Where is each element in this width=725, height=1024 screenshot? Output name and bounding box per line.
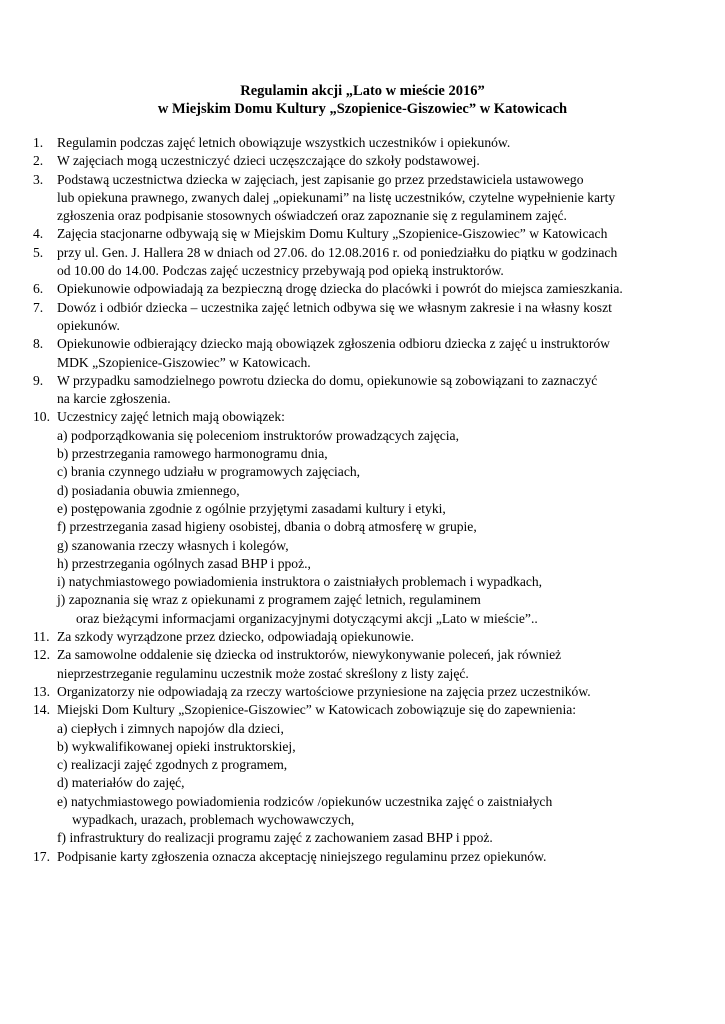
sub-item — [0, 555, 725, 573]
item-number: 14. — [33, 702, 50, 718]
list-item-continuation — [0, 189, 725, 207]
item-number: 12. — [33, 647, 50, 663]
list-item — [0, 646, 725, 664]
sub-item-text: c) realizacji zajęć zgodnych z programem, — [57, 757, 288, 773]
item-text: Podpisanie karty zgłoszenia oznacza akceptację niniejszego regulaminu przez opiekunów. — [57, 848, 547, 864]
item-text: Organizatorzy nie odpowiadają za rzeczy wartościowe przyniesione na zajęcia przez uczestników. — [57, 683, 591, 699]
list-item — [0, 134, 725, 152]
sub-item-text: e) postępowania zgodnie z ogólnie przyjętymi zasadami kultury i etyki, — [57, 500, 446, 516]
sub-item — [0, 573, 725, 591]
list-item-continuation — [0, 665, 725, 683]
item-number: 2. — [33, 153, 44, 169]
sub-item-text: f) przestrzegania zasad higieny osobistej, dbania o dobrą atmosferę w grupie, — [57, 519, 477, 535]
list-item — [0, 171, 725, 189]
rules-list — [0, 134, 725, 866]
list-item — [0, 372, 725, 390]
item-number: 7. — [33, 299, 44, 315]
item-number: 13. — [33, 683, 50, 699]
item-text: Podstawą uczestnictwa dziecka w zajęciach, jest zapisanie go przez przedstawiciela ustawowego — [57, 171, 584, 187]
sub-item — [0, 445, 725, 463]
sub-item — [0, 720, 725, 738]
list-item — [0, 683, 725, 701]
list-item-continuation — [0, 317, 725, 335]
sub-item — [0, 591, 725, 609]
sub-item — [0, 756, 725, 774]
item-text: nieprzestrzeganie regulaminu uczestnik może zostać skreślony z listy zajęć. — [57, 665, 469, 681]
item-number: 10. — [33, 409, 50, 425]
item-text: lub opiekuna prawnego, zwanych dalej „opiekunami” na listę uczestników, czytelne wypełnienie karty — [57, 189, 616, 205]
sub-item — [0, 829, 725, 847]
list-item — [0, 628, 725, 646]
sub-item — [0, 774, 725, 792]
list-item-continuation — [0, 354, 725, 372]
sub-item — [0, 738, 725, 756]
sub-item — [0, 427, 725, 445]
sub-item-text: i) natychmiastowego powiadomienia instruktora o zaistniałych problemach i wypadkach, — [57, 574, 543, 590]
item-text: Opiekunowie odbierający dziecko mają obowiązek zgłoszenia odbioru dziecka z zajęć u instruktorów — [57, 336, 610, 352]
item-number: 5. — [33, 244, 44, 260]
item-text: MDK „Szopienice-Giszowiec” w Katowicach. — [57, 354, 311, 370]
list-item — [0, 701, 725, 719]
item-text: Dowóz i odbiór dziecka – uczestnika zajęć letnich odbywa się we własnym zakresie i na własny koszt — [57, 299, 612, 315]
item-number: 11. — [33, 629, 50, 645]
item-text: Uczestnicy zajęć letnich mają obowiązek: — [57, 409, 285, 425]
item-text: od 10.00 do 14.00. Podczas zajęć uczestnicy przebywają pod opieką instruktorów. — [57, 263, 504, 279]
sub-item-text: a) podporządkowania się poleceniom instruktorów prowadzących zajęcia, — [57, 427, 459, 443]
sub-item-text: b) przestrzegania ramowego harmonogramu dnia, — [57, 446, 328, 462]
item-text: W zajęciach mogą uczestniczyć dzieci uczęszczające do szkoły podstawowej. — [57, 153, 480, 169]
item-number: 9. — [33, 372, 44, 388]
document-title: Regulamin akcji „Lato w mieście 2016” — [240, 83, 485, 99]
sub-item-text: h) przestrzegania ogólnych zasad BHP i ppoż., — [57, 555, 311, 571]
list-item — [0, 848, 725, 866]
sub-item-text: c) brania czynnego udziału w programowych zajęciach, — [57, 464, 361, 480]
item-text: Opiekunowie odpowiadają za bezpieczną drogę dziecka do placówki i powrót do miejsca zamieszkania. — [57, 281, 623, 297]
list-item — [0, 152, 725, 170]
list-item — [0, 244, 725, 262]
list-item — [0, 408, 725, 426]
item-number: 8. — [33, 336, 44, 352]
sub-item — [0, 482, 725, 500]
item-number: 4. — [33, 226, 44, 242]
sub-item-text: d) materiałów do zajęć, — [57, 775, 185, 791]
sub-item-text: b) wykwalifikowanej opieki instruktorskiej, — [57, 738, 296, 754]
item-number: 6. — [33, 281, 44, 297]
item-text: Zajęcia stacjonarne odbywają się w Miejskim Domu Kultury „Szopienice-Giszowiec” w Katowicach — [57, 226, 608, 242]
item-text: Miejski Dom Kultury „Szopienice-Giszowiec” w Katowicach zobowiązuje się do zapewnienia: — [57, 702, 577, 718]
sub-item-text: j) zapoznania się wraz z opiekunami z programem zajęć letnich, regulaminem — [57, 592, 481, 608]
sub-item-text: f) infrastruktury do realizacji programu zajęć z zachowaniem zasad BHP i ppoż. — [57, 830, 493, 846]
list-item — [0, 299, 725, 317]
sub-item-text: e) natychmiastowego powiadomienia rodziców /opiekunów uczestnika zajęć o zaistniałych — [57, 793, 553, 809]
item-text: opiekunów. — [57, 317, 120, 333]
list-item — [0, 335, 725, 353]
document-subtitle: w Miejskim Domu Kultury „Szopienice-Giszowiec” w Katowicach — [157, 101, 568, 117]
item-number: 3. — [33, 171, 44, 187]
sub-item-text: a) ciepłych i zimnych napojów dla dzieci, — [57, 720, 284, 736]
list-item-continuation — [0, 262, 725, 280]
sub-item — [0, 500, 725, 518]
list-item — [0, 225, 725, 243]
list-item-continuation — [0, 207, 725, 225]
sub-item — [0, 463, 725, 481]
sub-item — [0, 518, 725, 536]
item-number: 17. — [33, 848, 50, 864]
item-text: W przypadku samodzielnego powrotu dziecka do domu, opiekunowie są zobowiązani to zaznaczyć — [57, 372, 598, 388]
sub-item — [0, 537, 725, 555]
sub-item-text: wypadkach, urazach, problemach wychowawczych, — [72, 811, 355, 827]
item-text: Regulamin podczas zajęć letnich obowiązuje wszystkich uczestników i opiekunów. — [57, 135, 511, 150]
sub-item-text: oraz bieżącymi informacjami organizacyjnymi dotyczącymi akcji „Lato w mieście”.. — [76, 610, 538, 626]
list-item-continuation — [0, 390, 725, 408]
item-text: zgłoszenia oraz podpisanie stosownych oświadczeń oraz zapoznanie się z regulaminem zajęć. — [57, 208, 567, 224]
sub-item-continuation — [0, 811, 725, 829]
item-text: Za szkody wyrządzone przez dziecko, odpowiadają opiekunowie. — [57, 629, 415, 645]
item-text: przy ul. Gen. J. Hallera 28 w dniach od 27.06. do 12.08.2016 r. od poniedziałku do piątku w godzinach — [57, 244, 618, 260]
sub-item-text: g) szanowania rzeczy własnych i kolegów, — [57, 537, 289, 553]
sub-item — [0, 793, 725, 811]
sub-item-continuation — [0, 610, 725, 628]
item-text: na karcie zgłoszenia. — [57, 391, 171, 407]
sub-item-text: d) posiadania obuwia zmiennego, — [57, 482, 240, 498]
item-text: Za samowolne oddalenie się dziecka od instruktorów, niewykonywanie poleceń, jak również — [57, 647, 562, 663]
item-number: 1. — [33, 135, 44, 150]
list-item — [0, 280, 725, 298]
